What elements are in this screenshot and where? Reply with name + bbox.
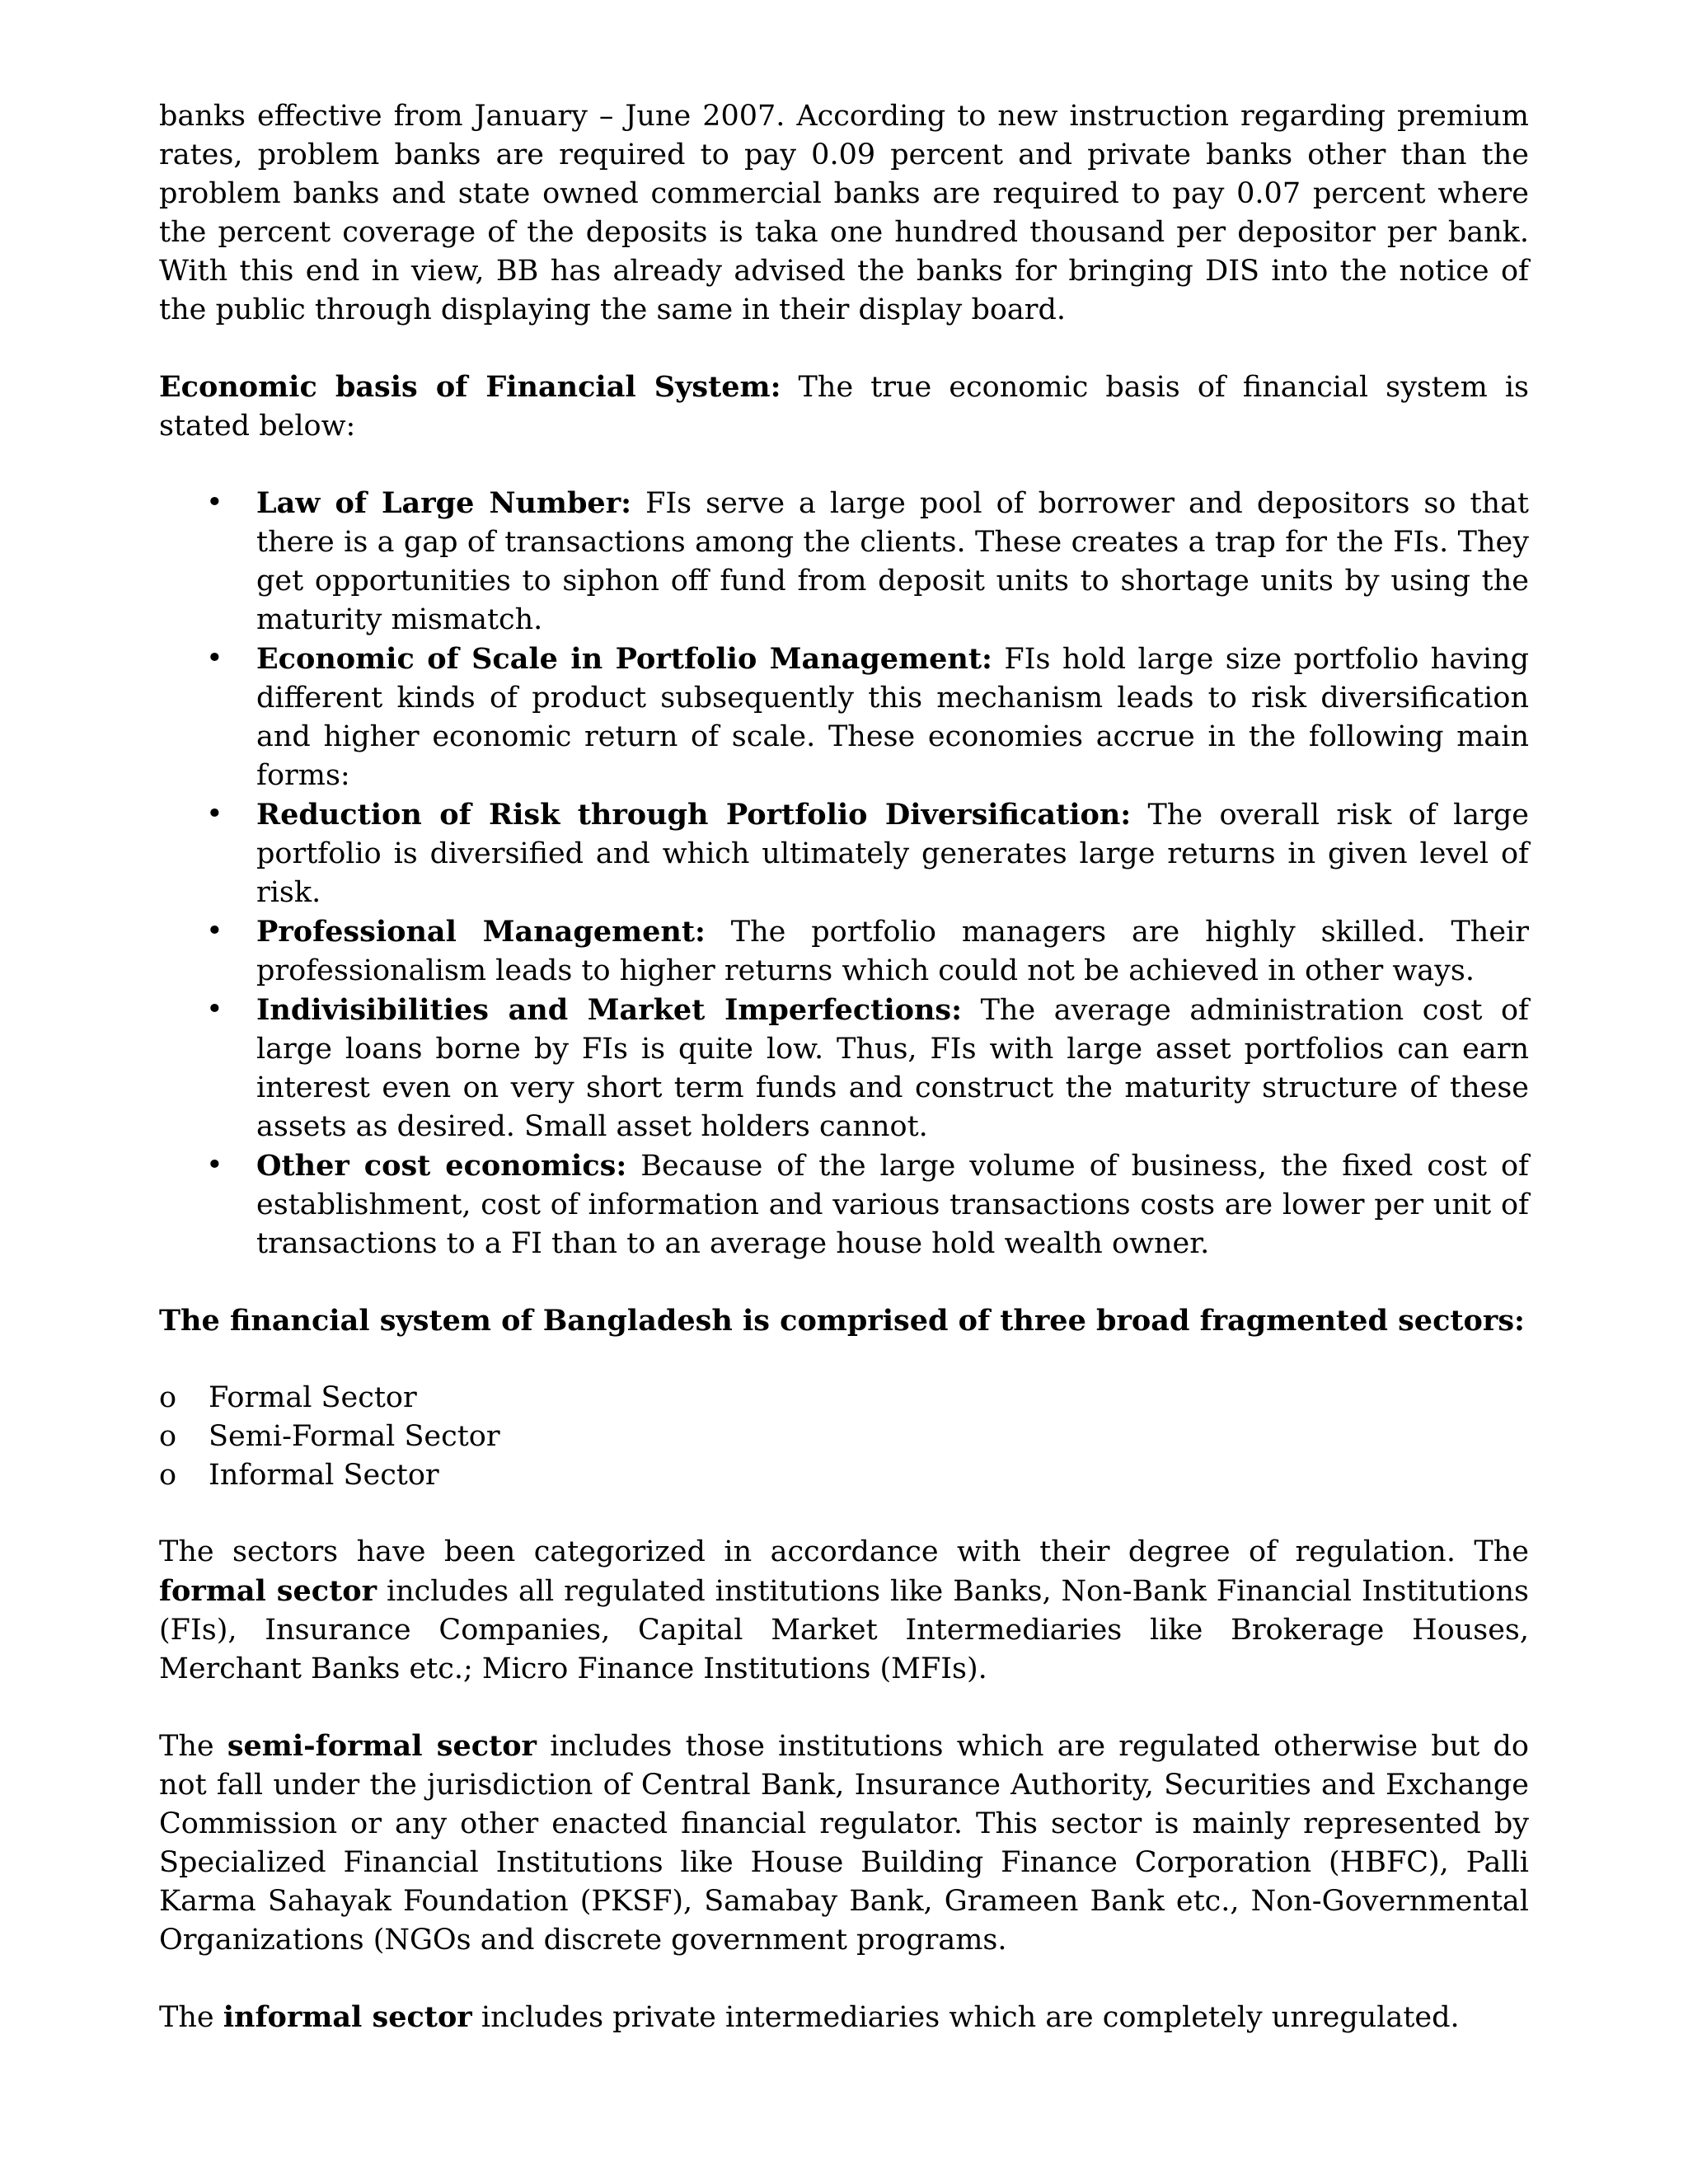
intro-paragraph: banks effective from January – June 2007. According to new instruction regarding premium rates, problem banks are required to pay 0.09 percent and private banks other than the problem banks and state owned commercial banks are required to pay 0.07 percent where the percent coverage of the deposits is taka one hundred thousand per depositor per bank. With this end in view, BB has already advised the banks for bringing DIS into the notice of the public through displaying the same in their display board. — [159, 100, 1529, 326]
bullet-icon: • — [206, 993, 223, 1026]
list-item — [159, 1146, 1529, 1263]
list-item — [159, 1456, 1529, 1495]
list-item-term: Other cost economics: — [256, 1149, 627, 1183]
sectors-heading — [159, 1301, 1529, 1341]
sectors-list — [159, 1379, 1529, 1495]
list-item — [159, 1418, 1529, 1456]
list-item-term: Economic of Scale in Portfolio Management: — [256, 642, 992, 676]
semi-formal-term: semi-formal sector — [227, 1729, 537, 1763]
list-item — [159, 1379, 1529, 1418]
list-item-text: The portfolio managers are highly skilled. Their professionalism leads to higher returns which could not be achieved in other ways. — [256, 916, 1529, 987]
sector-label: Formal Sector — [209, 1381, 417, 1414]
bullet-icon: • — [206, 642, 223, 675]
list-item — [159, 484, 1529, 640]
list-item-term: Professional Management: — [256, 915, 706, 949]
circle-bullet-icon: o — [159, 1459, 177, 1492]
list-item-text: The average administration cost of large loans borne by FIs is quite low. Thus, FIs with large asset portfolios can earn interest even on very short term funds and construct the maturity structure of these assets as desired. Small asset holders cannot. — [256, 994, 1529, 1143]
list-item-text: Because of the large volume of business, the fixed cost of establishment, cost of information and various transactions costs are lower per unit of transactions to a FI than to an average house hold wealth owner. — [256, 1150, 1529, 1260]
list-item-text: FIs hold large size portfolio having different kinds of product subsequently this mechanism leads to risk diversification and higher economic return of scale. These economies accrue in the following main forms: — [256, 643, 1530, 792]
informal-term: informal sector — [223, 2000, 472, 2034]
informal-post: includes private intermediaries which are completely unregulated. — [471, 2001, 1460, 2034]
bullet-icon: • — [206, 798, 223, 831]
list-item-term: Reduction of Risk through Portfolio Diversification: — [256, 798, 1132, 832]
list-item — [159, 640, 1529, 795]
informal-pre: The — [159, 2001, 223, 2034]
formal-term: formal sector — [159, 1574, 377, 1608]
sector-label: Informal Sector — [209, 1459, 439, 1492]
formal-pre: The sectors have been categorized in accordance with their degree of regulation. The — [159, 1535, 1529, 1568]
list-item-text: The overall risk of large portfolio is diversified and which ultimately generates large returns in given level of risk. — [256, 799, 1529, 909]
list-item-text: FIs serve a large pool of borrower and depositors so that there is a gap of transactions among the clients. These creates a trap for the FIs. They get opportunities to siphon off fund from deposit units to shortage units by using the maturity mismatch. — [256, 487, 1529, 636]
formal-sector-paragraph — [159, 1533, 1529, 1689]
semi-formal-pre: The — [159, 1730, 227, 1763]
informal-sector-paragraph — [159, 1998, 1529, 2037]
formal-post: includes all regulated institutions like Banks, Non-Bank Financial Institutions (FIs), Insurance Companies, Capital Market Intermediaries like Brokerage Houses, Merchant Banks etc.; Micro Finance Institutions (MFIs). — [159, 1575, 1529, 1685]
document-page — [159, 97, 1529, 2075]
list-item — [159, 991, 1529, 1146]
economic-basis-list — [159, 484, 1529, 1263]
bullet-icon: • — [206, 486, 223, 519]
sector-label: Semi-Formal Sector — [209, 1420, 500, 1453]
economic-basis-text: The true economic basis of financial system is stated below: — [159, 371, 1529, 443]
list-item — [159, 912, 1529, 991]
economic-basis-paragraph — [159, 368, 1529, 446]
economic-basis-heading: Economic basis of Financial System: — [159, 370, 781, 404]
semi-formal-sector-paragraph — [159, 1727, 1529, 1960]
bullet-icon: • — [206, 1149, 223, 1182]
circle-bullet-icon: o — [159, 1420, 177, 1453]
list-item-term: Law of Large Number: — [256, 486, 632, 520]
circle-bullet-icon: o — [159, 1381, 177, 1414]
sectors-heading-text: The financial system of Bangladesh is comprised of three broad fragmented sectors: — [159, 1304, 1525, 1338]
semi-formal-post: includes those institutions which are regulated otherwise but do not fall under the jurisdiction of Central Bank, Insurance Authority, Securities and Exchange Commission or any other enacted financial regulator. This sector is mainly represented by Specialized Financial Institutions like House Building Finance Corporation (HBFC), Palli Karma Sahayak Foundation (PKSF), Samabay Bank, Grameen Bank etc., Non-Governmental Organizations (NGOs and discrete government programs. — [159, 1730, 1529, 1957]
list-item — [159, 795, 1529, 912]
bullet-icon: • — [206, 915, 223, 948]
list-item-term: Indivisibilities and Market Imperfections: — [256, 993, 963, 1027]
